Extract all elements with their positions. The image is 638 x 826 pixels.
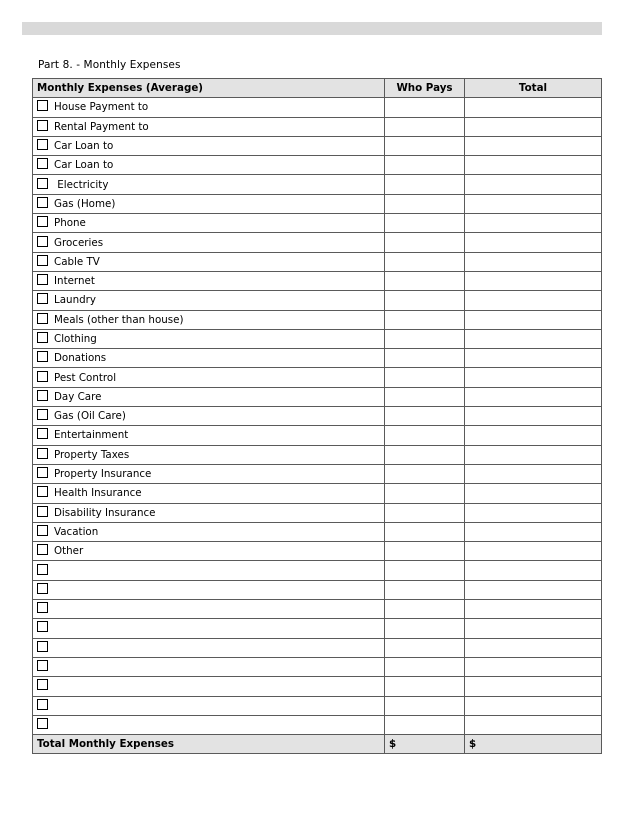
expense-item-cell (33, 175, 385, 194)
total-cell[interactable] (465, 619, 602, 638)
table-row (33, 542, 602, 561)
checkbox[interactable] (37, 100, 48, 111)
who-pays-cell[interactable] (385, 349, 465, 368)
who-pays-cell[interactable] (385, 619, 465, 638)
checkbox[interactable] (37, 544, 48, 555)
checkbox[interactable] (37, 660, 48, 671)
expense-item-cell (33, 619, 385, 638)
checkbox[interactable] (37, 641, 48, 652)
table-row (33, 407, 602, 426)
total-cell[interactable] (465, 310, 602, 329)
checkbox[interactable] (37, 486, 48, 497)
expense-label: Car Loan to (54, 159, 114, 172)
table-row (33, 484, 602, 503)
total-cell[interactable] (465, 175, 602, 194)
table-row (33, 445, 602, 464)
expense-label: Car Loan to (54, 140, 114, 153)
table-row (33, 368, 602, 387)
expense-item-cell (33, 484, 385, 503)
total-cell[interactable] (465, 252, 602, 271)
total-cell[interactable] (465, 445, 602, 464)
who-pays-cell[interactable] (385, 426, 465, 445)
total-cell[interactable] (465, 387, 602, 406)
who-pays-cell[interactable] (385, 117, 465, 136)
expense-item-cell (33, 214, 385, 233)
who-pays-cell[interactable] (385, 580, 465, 599)
who-pays-cell[interactable] (385, 310, 465, 329)
column-header-total: Total (465, 79, 602, 98)
total-cell[interactable] (465, 484, 602, 503)
expense-item-cell (33, 233, 385, 252)
table-row (33, 329, 602, 348)
total-cell[interactable] (465, 580, 602, 599)
checkbox[interactable] (37, 351, 48, 362)
checkbox[interactable] (37, 332, 48, 343)
total-cell[interactable] (465, 677, 602, 696)
who-pays-cell[interactable] (385, 214, 465, 233)
checkbox[interactable] (37, 390, 48, 401)
checkbox[interactable] (37, 158, 48, 169)
total-cell[interactable] (465, 522, 602, 541)
who-pays-cell[interactable] (385, 677, 465, 696)
who-pays-cell[interactable] (385, 522, 465, 541)
table-row (33, 98, 602, 117)
expense-label: Donations (54, 352, 107, 365)
checkbox[interactable] (37, 216, 48, 227)
checkbox[interactable] (37, 409, 48, 420)
table-row (33, 194, 602, 213)
checkbox[interactable] (37, 293, 48, 304)
checkbox[interactable] (37, 236, 48, 247)
checkbox[interactable] (37, 467, 48, 478)
column-header-who-pays: Who Pays (385, 79, 465, 98)
expense-label: House Payment to (54, 101, 149, 114)
table-row (33, 291, 602, 310)
checkbox[interactable] (37, 371, 48, 382)
expense-item-cell (33, 407, 385, 426)
who-pays-cell[interactable] (385, 715, 465, 734)
who-pays-cell[interactable] (385, 600, 465, 619)
expense-item-cell (33, 368, 385, 387)
expense-label: Vacation (54, 525, 99, 538)
expense-item-cell (33, 580, 385, 599)
header-band (22, 22, 602, 35)
checkbox[interactable] (37, 583, 48, 594)
total-cell[interactable] (465, 368, 602, 387)
expense-item-cell (33, 696, 385, 715)
table-header-row (33, 79, 602, 98)
total-cell[interactable] (465, 696, 602, 715)
expense-item-cell (33, 117, 385, 136)
total-cell[interactable] (465, 291, 602, 310)
expense-label: Day Care (54, 390, 102, 403)
who-pays-cell[interactable] (385, 657, 465, 676)
total-cell[interactable] (465, 715, 602, 734)
who-pays-cell[interactable] (385, 175, 465, 194)
expense-item-cell (33, 387, 385, 406)
expense-item-cell (33, 715, 385, 734)
table-row (33, 503, 602, 522)
total-cell[interactable] (465, 117, 602, 136)
expense-label: Property Insurance (54, 468, 152, 481)
expense-label: Other (54, 545, 84, 558)
expense-item-cell (33, 349, 385, 368)
total-cell[interactable] (465, 194, 602, 213)
table-row (33, 715, 602, 734)
total-row (33, 735, 602, 754)
who-pays-cell[interactable] (385, 271, 465, 290)
total-cell[interactable] (465, 542, 602, 561)
expense-label: Disability Insurance (54, 506, 156, 519)
expense-item-cell (33, 271, 385, 290)
expense-label: Gas (Oil Care) (54, 410, 126, 423)
who-pays-cell[interactable] (385, 464, 465, 483)
expense-label: Gas (Home) (54, 197, 116, 210)
who-pays-cell[interactable] (385, 194, 465, 213)
table-row (33, 696, 602, 715)
total-cell[interactable] (465, 271, 602, 290)
checkbox[interactable] (37, 699, 48, 710)
who-pays-cell[interactable] (385, 252, 465, 271)
who-pays-cell[interactable] (385, 98, 465, 117)
expense-item-cell (33, 561, 385, 580)
who-pays-cell[interactable] (385, 484, 465, 503)
expense-item-cell (33, 445, 385, 464)
table-row (33, 175, 602, 194)
table-row (33, 677, 602, 696)
total-cell[interactable] (465, 98, 602, 117)
total-cell[interactable] (465, 214, 602, 233)
monthly-expenses-table (32, 78, 602, 754)
table-row (33, 310, 602, 329)
table-row (33, 426, 602, 445)
table-row (33, 387, 602, 406)
checkbox[interactable] (37, 428, 48, 439)
checkbox[interactable] (37, 525, 48, 536)
who-pays-cell[interactable] (385, 542, 465, 561)
expense-label: Groceries (54, 236, 104, 249)
checkbox[interactable] (37, 448, 48, 459)
expense-item-cell (33, 194, 385, 213)
who-pays-cell[interactable] (385, 503, 465, 522)
checkbox[interactable] (37, 602, 48, 613)
table-row (33, 561, 602, 580)
checkbox[interactable] (37, 197, 48, 208)
expense-label: Rental Payment to (54, 120, 149, 133)
expense-label: Property Taxes (54, 448, 130, 461)
table-row (33, 156, 602, 175)
total-cell[interactable] (465, 426, 602, 445)
checkbox[interactable] (37, 313, 48, 324)
expense-rows (33, 98, 602, 735)
expense-label: Laundry (54, 294, 96, 307)
who-pays-cell[interactable] (385, 233, 465, 252)
expense-label: Pest Control (54, 371, 117, 384)
table-row (33, 252, 602, 271)
checkbox[interactable] (37, 506, 48, 517)
expense-item-cell (33, 329, 385, 348)
total-cell[interactable] (465, 233, 602, 252)
who-pays-cell[interactable] (385, 387, 465, 406)
column-header-category: Monthly Expenses (Average) (33, 79, 385, 98)
table-row (33, 600, 602, 619)
total-cell[interactable] (465, 600, 602, 619)
total-cell[interactable] (465, 561, 602, 580)
expense-label: Health Insurance (54, 487, 142, 500)
table-row (33, 233, 602, 252)
expense-item-cell (33, 503, 385, 522)
expense-item-cell (33, 638, 385, 657)
expense-item-cell (33, 677, 385, 696)
checkbox[interactable] (37, 621, 48, 632)
who-pays-cell[interactable] (385, 136, 465, 155)
expense-label: Internet (54, 275, 95, 288)
table-row (33, 136, 602, 155)
total-cell[interactable] (465, 503, 602, 522)
expense-item-cell (33, 657, 385, 676)
total-cell[interactable] (465, 407, 602, 426)
total-cell[interactable] (465, 136, 602, 155)
expense-item-cell (33, 98, 385, 117)
table-row (33, 619, 602, 638)
expense-item-cell (33, 252, 385, 271)
table-row (33, 580, 602, 599)
who-pays-cell[interactable] (385, 445, 465, 464)
checkbox[interactable] (37, 718, 48, 729)
table-row (33, 464, 602, 483)
checkbox[interactable] (37, 255, 48, 266)
table-row (33, 638, 602, 657)
expense-item-cell (33, 310, 385, 329)
expense-item-cell (33, 464, 385, 483)
expense-label: Meals (other than house) (54, 313, 184, 326)
expense-item-cell (33, 156, 385, 175)
who-pays-cell[interactable] (385, 368, 465, 387)
checkbox[interactable] (37, 139, 48, 150)
total-amount-cell[interactable]: $ (465, 735, 602, 754)
table-row (33, 271, 602, 290)
who-pays-cell[interactable] (385, 561, 465, 580)
section-title: Part 8. - Monthly Expenses (38, 59, 181, 71)
expense-item-cell (33, 522, 385, 541)
expense-label: Clothing (54, 333, 97, 345)
expense-label: Entertainment (54, 429, 129, 442)
table-row (33, 349, 602, 368)
total-cell[interactable] (465, 156, 602, 175)
total-cell[interactable] (465, 464, 602, 483)
expense-label: Electricity (54, 178, 109, 191)
who-pays-cell[interactable] (385, 696, 465, 715)
total-cell[interactable] (465, 638, 602, 657)
total-who-pays-cell[interactable]: $ (385, 735, 465, 754)
expense-item-cell (33, 291, 385, 310)
expense-item-cell (33, 600, 385, 619)
who-pays-cell[interactable] (385, 638, 465, 657)
checkbox[interactable] (37, 274, 48, 285)
expense-item-cell (33, 542, 385, 561)
total-cell[interactable] (465, 329, 602, 348)
total-label: Total Monthly Expenses (33, 735, 385, 754)
checkbox[interactable] (37, 120, 48, 131)
total-cell[interactable] (465, 349, 602, 368)
table-row (33, 214, 602, 233)
who-pays-cell[interactable] (385, 156, 465, 175)
expense-item-cell (33, 136, 385, 155)
expense-item-cell (33, 426, 385, 445)
checkbox[interactable] (37, 564, 48, 575)
expense-label: Phone (54, 217, 86, 230)
total-cell[interactable] (465, 657, 602, 676)
expense-label: Cable TV (54, 255, 100, 268)
who-pays-cell[interactable] (385, 407, 465, 426)
who-pays-cell[interactable] (385, 329, 465, 348)
table-row (33, 117, 602, 136)
who-pays-cell[interactable] (385, 291, 465, 310)
checkbox[interactable] (37, 178, 48, 189)
table-row (33, 522, 602, 541)
checkbox[interactable] (37, 679, 48, 690)
table-row (33, 657, 602, 676)
